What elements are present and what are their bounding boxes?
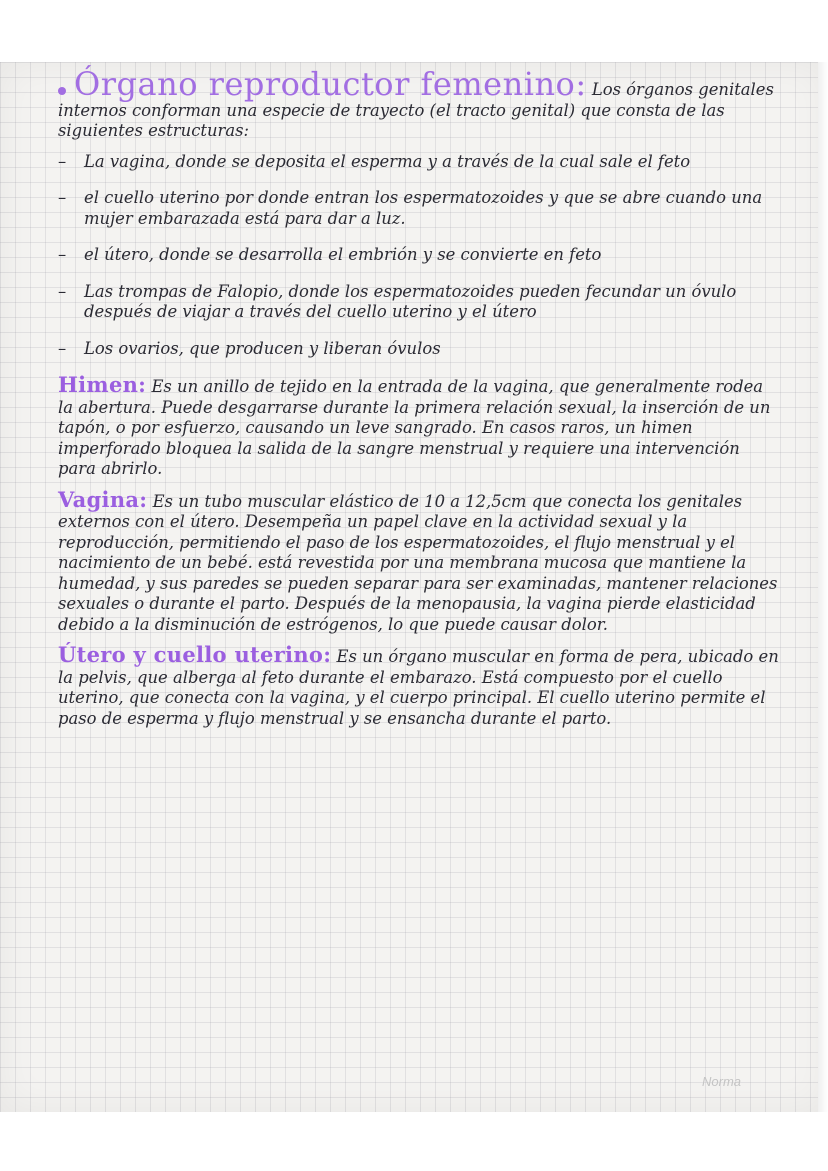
list-item bbox=[58, 245, 780, 266]
page-edge bbox=[818, 62, 828, 1112]
himen-text: Es un anillo de tejido en la entrada de la vagina, que generalmente rodea la abertura. Puede desgarrarse durante la primera relación sexual, la inserción de un tapón, o por esfuerzo, causando un leve sangrado. En casos raros, un himen imperforado bloquea la salida de la sangre menstrual y requiere una intervención para abrirlo. bbox=[58, 377, 771, 478]
list-item-text: el cuello uterino por donde entran los espermatozoides y que se abre cuando una mujer embarazada está para dar a luz. bbox=[84, 188, 763, 228]
intro-paragraph bbox=[58, 65, 780, 142]
page-margin-top bbox=[0, 0, 828, 62]
list-item-text: La vagina, donde se deposita el esperma y a través de la cual sale el feto bbox=[84, 151, 691, 171]
himen-section bbox=[58, 372, 780, 480]
brand-logo: Norma bbox=[702, 1074, 742, 1089]
list-item-text: Las trompas de Falopio, donde los espermatozoides pueden fecundar un óvulo después de viajar a través del cuello uterino y el útero bbox=[84, 281, 737, 321]
himen-heading: Himen: bbox=[58, 372, 147, 397]
list-item bbox=[58, 152, 780, 173]
vagina-text: Es un tubo muscular elástico de 10 a 12,5cm que conecta los genitales externos con el útero. Desempeña un papel clave en la actividad sexual y la reproducción, permitiendo el paso de los espermatozoides, el flujo menstrual y el nacimiento de un bebé. está revestida por una membrana mucosa que mantiene la humedad, y sus paredes se pueden separar para ser examinadas, mantener relaciones sexuales o durante el parto. Después de la menopausia, la vagina pierde elasticidad debido a la disminución de estrógenos, lo que puede causar dolor. bbox=[58, 491, 778, 634]
bullet-dot-icon bbox=[58, 87, 66, 95]
utero-text: Es un órgano muscular en forma de pera, ubicado en la pelvis, que alberga al feto durante el embarazo. Está compuesto por el cuello uterino, que conecta con la vagina, y el cuerpo principal. El cuello uterino permite el paso de esperma y flujo menstrual y se ensancha durante el parto. bbox=[58, 647, 779, 728]
list-item bbox=[58, 339, 780, 360]
utero-heading: Útero y cuello uterino: bbox=[58, 642, 332, 667]
list-item bbox=[58, 282, 780, 323]
dash-icon: – bbox=[58, 245, 67, 264]
list-item-text: Los ovarios, que producen y liberan óvulos bbox=[84, 338, 441, 358]
notes-content bbox=[58, 65, 780, 739]
intro-text: Los órganos genitales internos conforman una especie de trayecto (el tracto genital) que consta de las siguientes estructuras: bbox=[58, 80, 774, 140]
page-margin-bottom bbox=[0, 1112, 828, 1171]
vagina-section bbox=[58, 486, 780, 636]
list-item bbox=[58, 188, 780, 229]
structures-list bbox=[58, 152, 780, 360]
main-heading: Órgano reproductor femenino: bbox=[74, 65, 587, 103]
list-item-text: el útero, donde se desarrolla el embrión y se convierte en feto bbox=[84, 245, 602, 264]
vagina-heading: Vagina: bbox=[58, 486, 148, 512]
dash-icon: – bbox=[58, 338, 67, 358]
dash-icon: – bbox=[58, 281, 67, 301]
dash-icon: – bbox=[58, 151, 67, 171]
dash-icon: – bbox=[58, 188, 67, 207]
utero-section bbox=[58, 642, 780, 729]
